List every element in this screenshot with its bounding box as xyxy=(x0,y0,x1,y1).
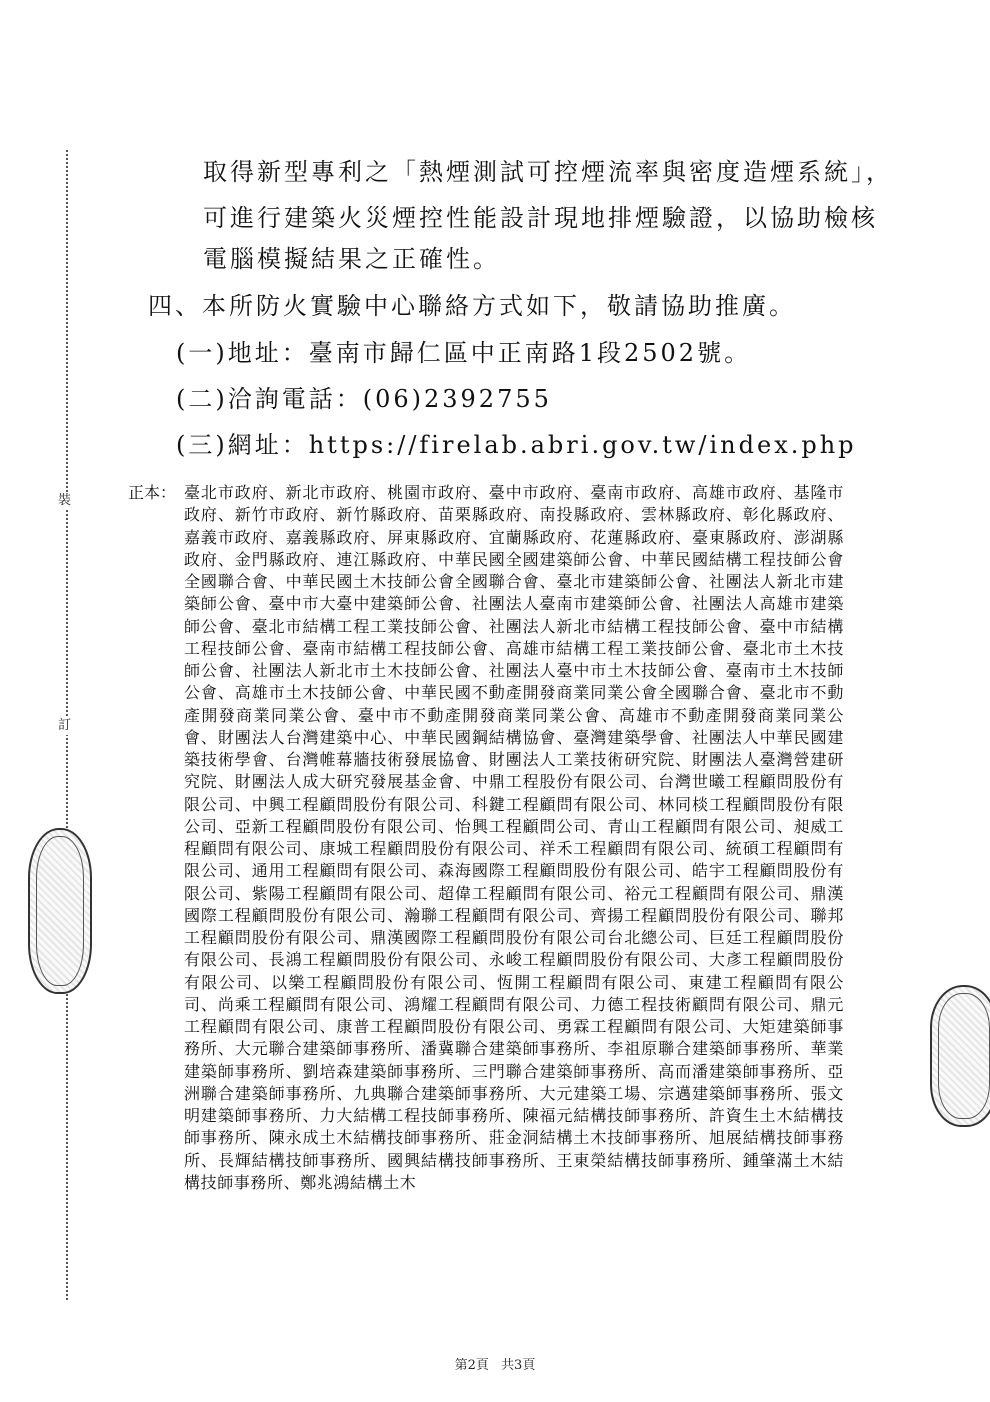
binding-mark-top: 裝 xyxy=(58,493,72,508)
contact-website: (三)網址：https://firelab.abri.gov.tw/index.php xyxy=(176,431,857,459)
page-number: 第2頁 共3頁 xyxy=(454,1358,536,1373)
binding-mark-middle: 訂 xyxy=(58,718,72,733)
body-text-line: 取得新型專利之「熱煙測試可控煙流率與密度造煙系統」， xyxy=(203,158,893,186)
recipients-label: 正本： xyxy=(128,483,177,502)
body-text-line: 可進行建築火災煙控性能設計現地排煙驗證，以協助檢核 xyxy=(203,204,878,232)
contact-address: (一)地址：臺南市歸仁區中正南路1段2502號。 xyxy=(176,339,752,367)
body-text-line: 電腦模擬結果之正確性。 xyxy=(203,245,500,273)
item-four-heading: 四、本所防火實驗中心聯絡方式如下，敬請協助推廣。 xyxy=(148,292,796,320)
official-seal-icon xyxy=(930,985,990,1127)
official-seal-icon xyxy=(28,828,92,994)
recipients-list: 臺北市政府、新北市政府、桃園市政府、臺中市政府、臺南市政府、高雄市政府、基隆市政府、新竹市政府、新竹縣政府、苗栗縣政府、南投縣政府、雲林縣政府、彰化縣政府、嘉義市政府、嘉義縣政府、屏東縣政府、宜蘭縣政府、花蓮縣政府、臺東縣政府、澎湖縣政府、金門縣政府、連江縣政府、中華民國全國建築師公會、中華民國結構工程技師公會全國聯合會、中華民國土木技師公會全國聯合會、臺北市建築師公會、社團法人新北市建築師公會、臺中市大臺中建築師公會、社團法人臺南市建築師公會、社團法人高雄市建築師公會、臺北市結構工程工業技師公會、社團法人新北市結構工程技師公會、臺中市結構工程技師公會、臺南市結構工程技師公會、高雄市結構工程工業技師公會、臺北市土木技師公會、社團法人新北市土木技師公會、社團法人臺中市土木技師公會、臺南市土木技師公會、高雄市土木技師公會、中華民國不動產開發商業同業公會全國聯合會、臺北市不動產開發商業同業公會、臺中市不動產開發商業同業公會、高雄市不動產開發商業同業公會、財團法人台灣建築中心、中華民國鋼結構協會、臺灣建築學會、社團法人中華民國建築技術學會、台灣帷幕牆技術發展協會、財團法人工業技術研究院、財團法人臺灣營建研究院、財團法人成大研究發展基金會、中鼎工程股份有限公司、台灣世曦工程顧問股份有限公司、中興工程顧問股份有限公司、科鍵工程顧問有限公司、林同棪工程顧問股份有限公司、亞新工程顧問股份有限公司、怡興工程顧問公司、青山工程顧問有限公司、昶威工程顧問有限公司、康城工程顧問股份有限公司、祥禾工程顧問有限公司、統碩工程顧問有限公司、通用工程顧問有限公司、森海國際工程顧問股份有限公司、皓宇工程顧問股份有限公司、紫陽工程顧問有限公司、超偉工程顧問有限公司、裕元工程顧問有限公司、鼎漢國際工程顧問股份有限公司、瀚聯工程顧問有限公司、齊揚工程顧問股份有限公司、聯邦工程顧問股份有限公司、鼎漢國際工程顧問股份有限公司台北總公司、巨廷工程顧問股份有限公司、長鴻工程顧問股份有限公司、永峻工程顧問股份有限公司、大彥工程顧問股份有限公司、以樂工程顧問股份有限公司、恆開工程顧問有限公司、東建工程顧問有限公司、尚乘工程顧問有限公司、鴻耀工程顧問有限公司、力德工程技術顧問有限公司、鼎元工程顧問有限公司、康普工程顧問股份有限公司、勇霖工程顧問有限公司、大矩建築師事務所、大元聯合建築師事務所、潘冀聯合建築師事務所、李祖原聯合建築師事務所、華業建築師事務所、劉培森建築師事務所、三門聯合建築師事務所、高而潘建築師事務所、亞洲聯合建築師事務所、九典聯合建築師事務所、大元建築工場、宗邁建築師事務所、張文明建築師事務所、力大結構工程技師事務所、陳福元結構技師事務所、許資生土木結構技師事務所、陳永成土木結構技師事務所、莊金洞結構土木技師事務所、旭展結構技師事務所、長輝結構技師事務所、國興結構技師事務所、王東榮結構技師事務所、鍾肇滿土木結構技師事務所、鄭兆鴻結構土木 xyxy=(184,483,844,1192)
contact-phone: (二)洽詢電話：(06)2392755 xyxy=(176,385,552,413)
